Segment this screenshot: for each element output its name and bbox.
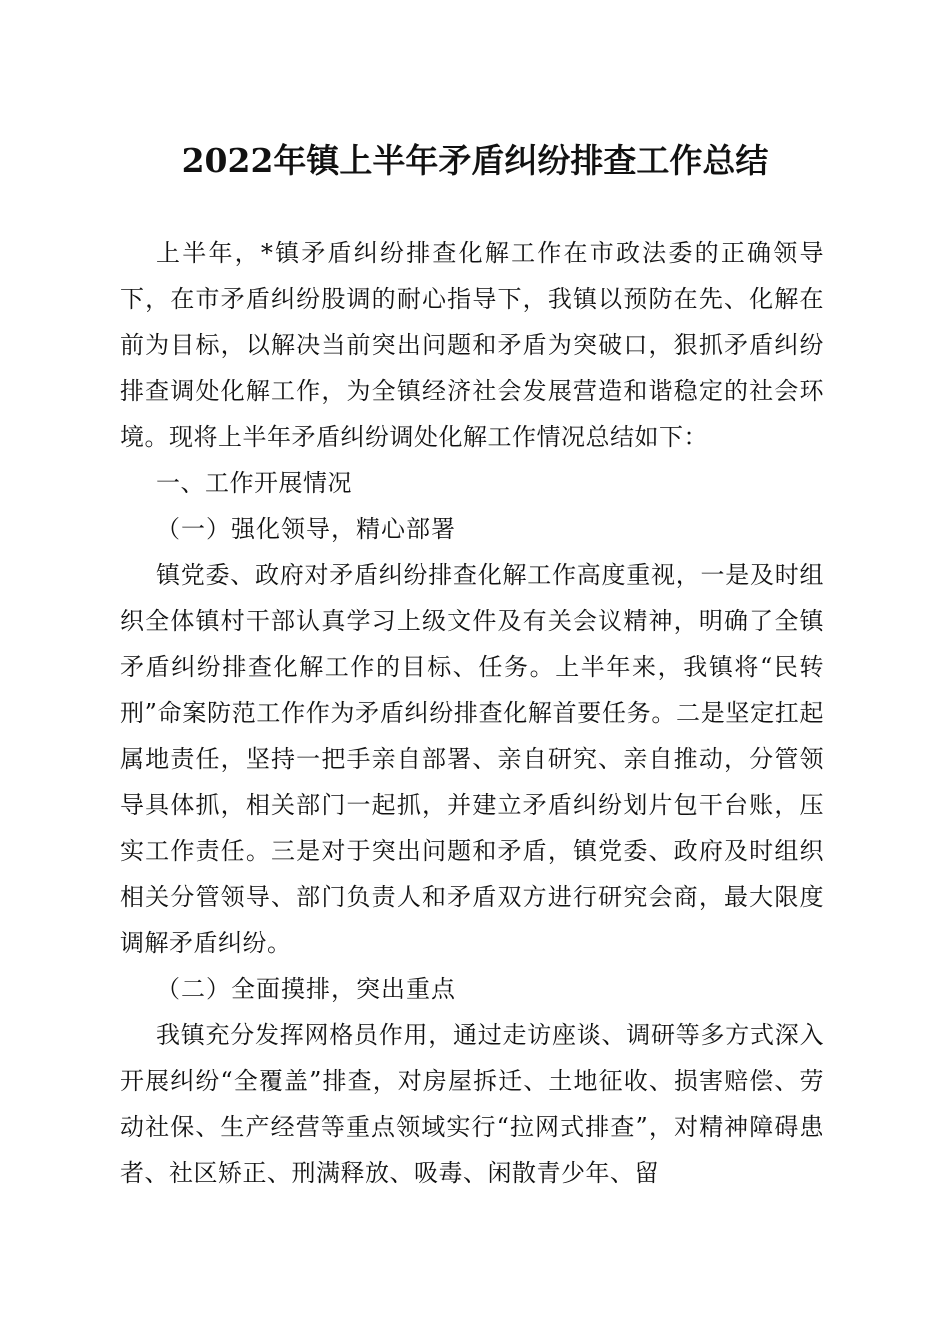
subsection-heading-investigation: （二）全面摸排，突出重点 bbox=[156, 975, 456, 1003]
section-heading-work-progress: 一、工作开展情况 bbox=[156, 469, 352, 497]
document-title: 2022年镇上半年矛盾纠纷排查工作总结 bbox=[181, 141, 769, 180]
document-body bbox=[120, 230, 824, 1196]
intro-paragraph: 上半年，*镇矛盾纠纷排查化解工作在市政法委的正确领导下，在市矛盾纠纷股调的耐心指导下，我镇以预防在先、化解在前为目标，以解决当前突出问题和矛盾为突破口，狠抓矛盾纠纷排查调处化解工作，为全镇经济社会发展营造和谐稳定的社会环境。现将上半年矛盾纠纷调处化解工作情况总结如下： bbox=[120, 239, 824, 451]
leadership-paragraph: 镇党委、政府对矛盾纠纷排查化解工作高度重视，一是及时组织全体镇村干部认真学习上级文件及有关会议精神，明确了全镇矛盾纠纷排查化解工作的目标、任务。上半年来，我镇将“民转刑”命案防范工作作为矛盾纠纷排查化解首要任务。二是坚定扛起属地责任，坚持一把手亲自部署、亲自研究、亲自推动，分管领导具体抓，相关部门一起抓，并建立矛盾纠纷划片包干台账，压实工作责任。三是对于突出问题和矛盾，镇党委、政府及时组织相关分管领导、部门负责人和矛盾双方进行研究会商，最大限度调解矛盾纠纷。 bbox=[120, 561, 824, 957]
investigation-paragraph: 我镇充分发挥网格员作用，通过走访座谈、调研等多方式深入开展纠纷“全覆盖”排查，对房屋拆迁、土地征收、损害赔偿、劳动社保、生产经营等重点领域实行“拉网式排查”，对精神障碍患者、社区矫正、刑满释放、吸毒、闲散青少年、留 bbox=[120, 1021, 824, 1187]
subsection-heading-leadership: （一）强化领导，精心部署 bbox=[156, 515, 456, 543]
